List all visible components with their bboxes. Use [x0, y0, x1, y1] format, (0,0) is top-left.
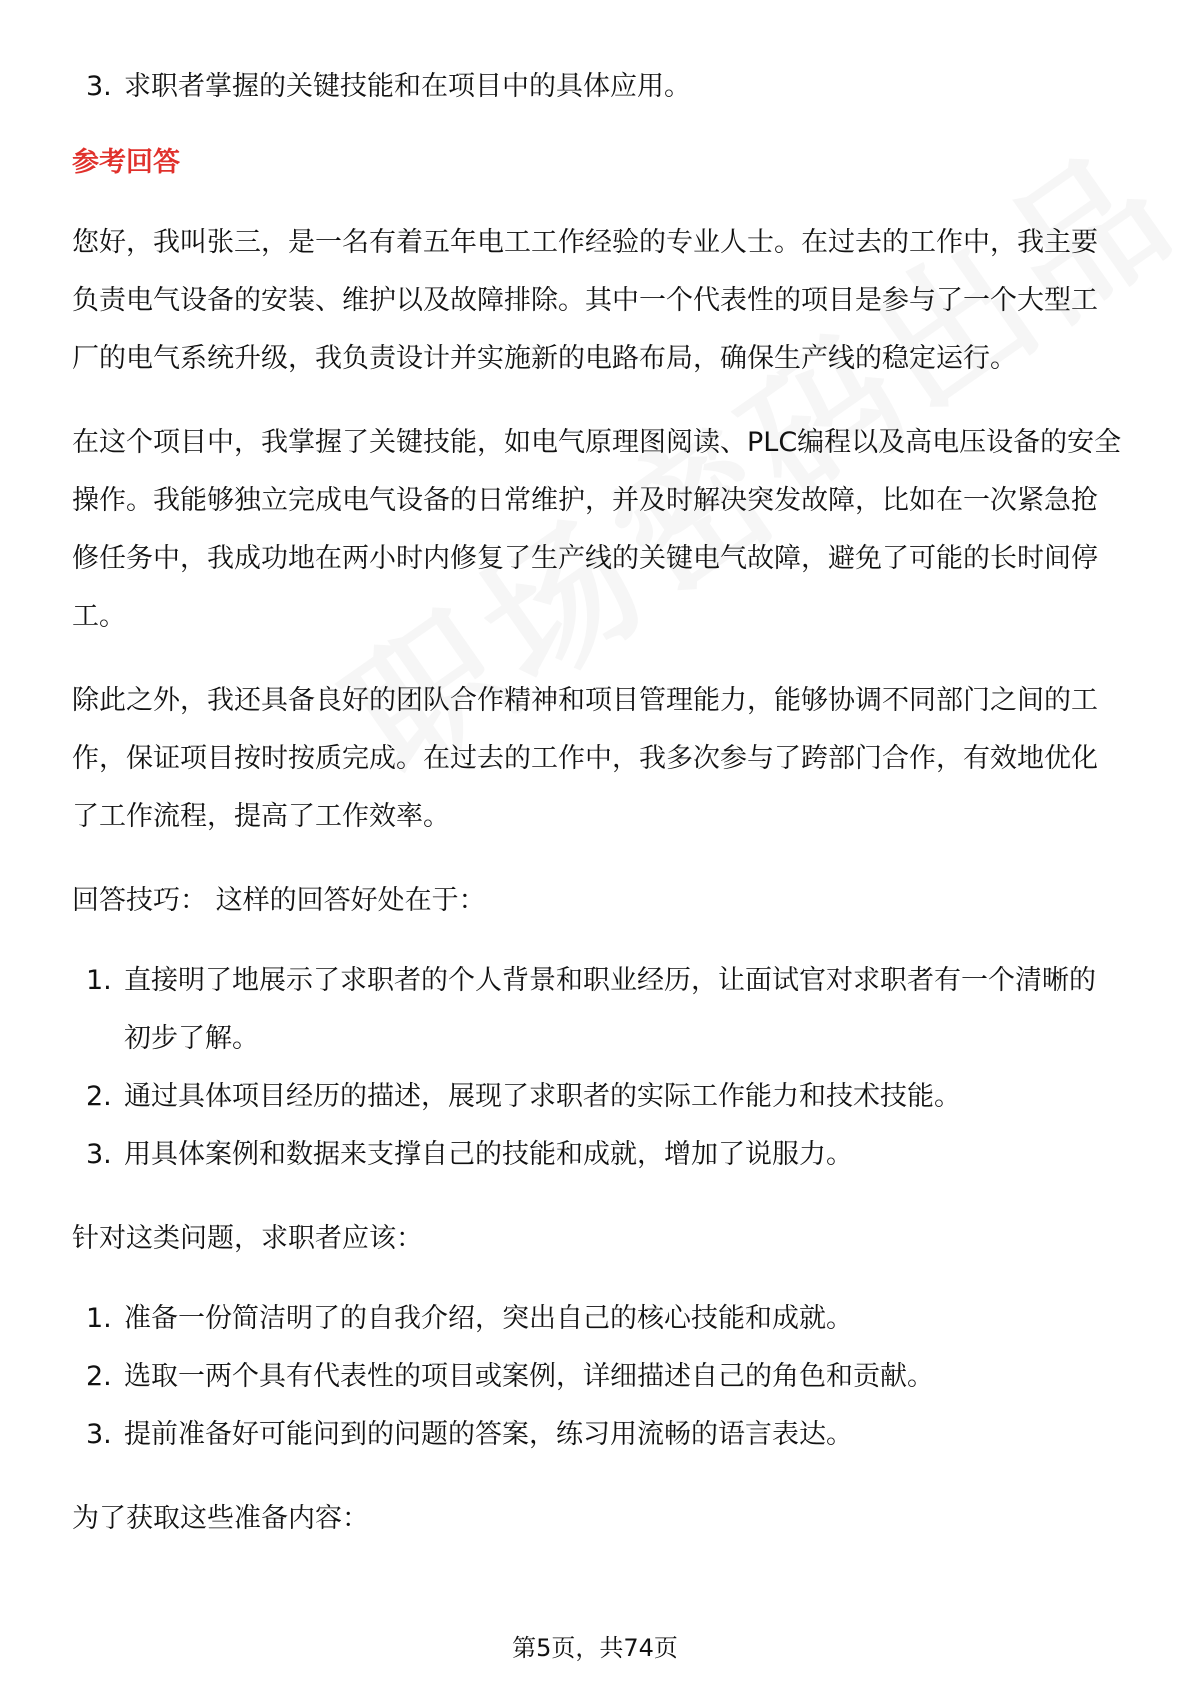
list-number: 3. [86, 1419, 112, 1450]
list-item [72, 1068, 1122, 1126]
list-text: 直接明了地展示了求职者的个人背景和职业经历，让面试官对求职者有一个清晰的初步了解。 [124, 965, 1096, 1054]
list-item [72, 1348, 1122, 1406]
list-text: 用具体案例和数据来支撑自己的技能和成就，增加了说服力。 [124, 1139, 853, 1170]
list-number: 3. [86, 71, 112, 102]
list-item [72, 1290, 1122, 1348]
closing-intro: 为了获取这些准备内容： [72, 1503, 369, 1534]
list-number: 1. [86, 965, 112, 996]
list-item [72, 58, 1122, 116]
list-item [72, 1406, 1122, 1464]
list-item [72, 952, 1122, 1068]
section-heading: 参考回答 [72, 147, 180, 178]
advice-intro: 针对这类问题，求职者应该： [72, 1223, 423, 1254]
answer-paragraph-1: 您好，我叫张三，是一名有着五年电工工作经验的专业人士。在过去的工作中，我主要负责电气设备的安装、维护以及故障排除。其中一个代表性的项目是参与了一个大型工厂的电气系统升级，我负责设计并实施新的电路布局，确保生产线的稳定运行。 [72, 227, 1098, 374]
list-number: 1. [86, 1303, 112, 1334]
advice-list [72, 1290, 1122, 1464]
list-text: 求职者掌握的关键技能和在项目中的具体应用。 [124, 71, 691, 102]
tips-intro: 回答技巧： 这样的回答好处在于： [72, 885, 486, 916]
list-number: 2. [86, 1361, 112, 1392]
list-text: 准备一份简洁明了的自我介绍，突出自己的核心技能和成就。 [124, 1303, 853, 1334]
answer-paragraph-3: 除此之外，我还具备良好的团队合作精神和项目管理能力，能够协调不同部门之间的工作，保证项目按时按质完成。在过去的工作中，我多次参与了跨部门合作，有效地优化了工作流程，提高了工作效率。 [72, 685, 1098, 832]
list-number: 3. [86, 1139, 112, 1170]
answer-paragraph-2: 在这个项目中，我掌握了关键技能，如电气原理图阅读、PLC编程以及高电压设备的安全操作。我能够独立完成电气设备的日常维护，并及时解决突发故障，比如在一次紧急抢修任务中，我成功地在两小时内修复了生产线的关键电气故障，避免了可能的长时间停工。 [72, 427, 1122, 632]
page-content [72, 58, 1122, 1548]
tips-list [72, 952, 1122, 1184]
list-text: 通过具体项目经历的描述，展现了求职者的实际工作能力和技术技能。 [124, 1081, 961, 1112]
list-text: 提前准备好可能问到的问题的答案，练习用流畅的语言表达。 [124, 1419, 853, 1450]
list-text: 选取一两个具有代表性的项目或案例，详细描述自己的角色和贡献。 [124, 1361, 934, 1392]
list-number: 2. [86, 1081, 112, 1112]
page-footer: 第5页，共74页 [512, 1634, 678, 1662]
list-item [72, 1126, 1122, 1184]
